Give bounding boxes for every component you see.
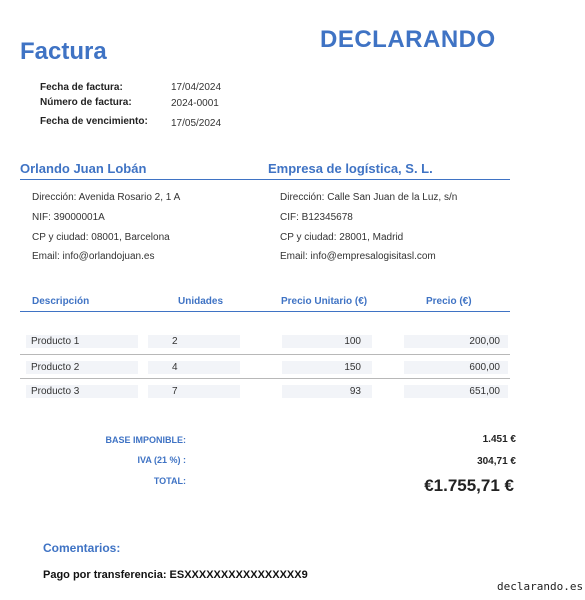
- table-row-2-units: 4: [172, 362, 178, 373]
- client-address: Dirección: Calle San Juan de la Luz, s/n: [280, 192, 458, 203]
- table-row-3-units: 7: [172, 386, 178, 397]
- row-3-units-bg: [148, 385, 240, 398]
- invoice-title: Factura: [20, 38, 107, 65]
- client-cif: CIF: B12345678: [280, 212, 353, 223]
- column-header-unit-price: Precio Unitario (€): [281, 296, 368, 307]
- invoice-date-label: Fecha de factura:: [40, 82, 123, 93]
- client-city: CP y ciudad: 28001, Madrid: [280, 232, 404, 243]
- table-row-2-price: 600,00: [469, 362, 500, 373]
- due-date-label: Fecha de vencimiento:: [40, 116, 148, 127]
- base-imponible-value: 1.451 €: [482, 434, 516, 445]
- row-1-units-bg: [148, 335, 240, 348]
- table-row-1-unit-price: 100: [344, 336, 361, 347]
- base-imponible-label: BASE IMPONIBLE:: [105, 435, 186, 445]
- comments-heading: Comentarios:: [43, 541, 121, 555]
- row-2-units-bg: [148, 361, 240, 374]
- invoice-date-value: 17/04/2024: [171, 82, 222, 93]
- table-row-2-description: Producto 2: [31, 362, 80, 373]
- table-header-rule: [20, 311, 510, 312]
- column-header-price: Precio (€): [426, 296, 472, 307]
- issuer-email: Email: info@orlandojuan.es: [32, 251, 155, 262]
- issuer-address: Dirección: Avenida Rosario 2, 1 A: [32, 192, 181, 203]
- table-row-3-unit-price: 93: [349, 386, 361, 397]
- row-divider-1: [20, 354, 510, 355]
- client-email: Email: info@empresalogisitasl.com: [280, 251, 436, 262]
- issuer-nif: NIF: 39000001A: [32, 212, 105, 223]
- due-date-value: 17/05/2024: [171, 118, 222, 129]
- column-header-description: Descripción: [32, 296, 90, 307]
- iva-value: 304,71 €: [477, 456, 516, 467]
- total-value: €1.755,71 €: [424, 476, 514, 495]
- table-row-3-description: Producto 3: [31, 386, 80, 397]
- iva-label: IVA (21 %) :: [137, 455, 186, 465]
- footer-brand: declarando.es: [497, 580, 584, 593]
- parties-divider: [20, 179, 510, 180]
- client-name: Empresa de logística, S. L.: [268, 161, 433, 176]
- declarando-logo: DECLARANDO: [320, 26, 496, 53]
- issuer-name: Orlando Juan Lobán: [20, 161, 147, 176]
- issuer-city: CP y ciudad: 08001, Barcelona: [32, 232, 170, 243]
- invoice-number-label: Número de factura:: [40, 97, 132, 108]
- table-row-3-price: 651,00: [469, 386, 500, 397]
- total-label: TOTAL:: [153, 476, 186, 486]
- payment-note: Pago por transferencia: ESXXXXXXXXXXXXXXXX9: [43, 569, 308, 581]
- column-header-units: Unidades: [178, 296, 224, 307]
- invoice-number-value: 2024-0001: [171, 98, 219, 109]
- row-divider-2: [20, 378, 510, 379]
- table-row-1-units: 2: [172, 336, 178, 347]
- table-row-1-price: 200,00: [469, 336, 500, 347]
- table-row-1-description: Producto 1: [31, 336, 80, 347]
- table-row-2-unit-price: 150: [344, 362, 361, 373]
